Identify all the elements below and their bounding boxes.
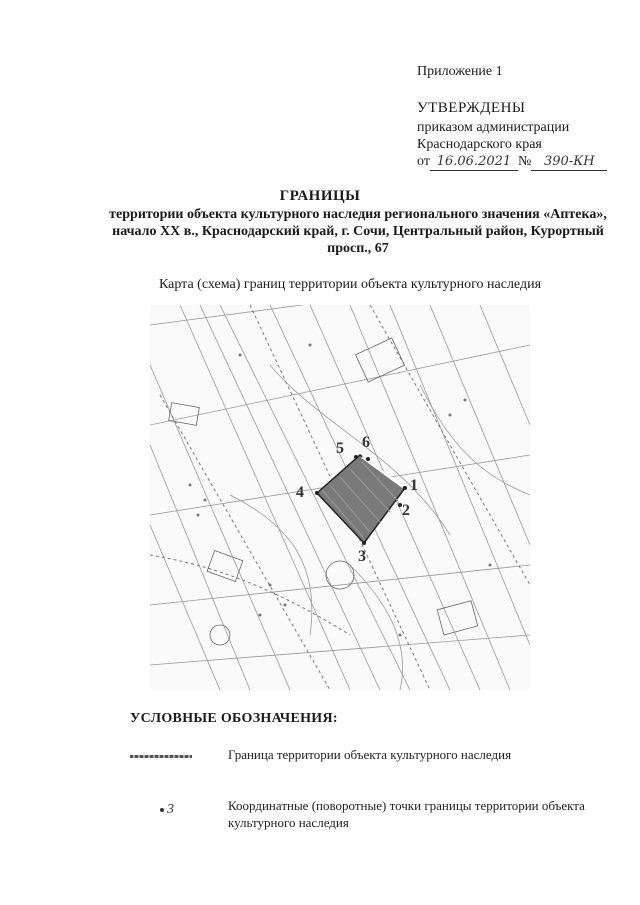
legend-point-sample	[160, 802, 174, 818]
point-label-3: 3	[358, 548, 366, 565]
approved-by-line1: приказом администрации	[417, 120, 570, 135]
point-dot-icon	[160, 808, 164, 812]
point-label-1: 1	[410, 477, 418, 494]
legend-boundary-text: Граница территории объекта культурного наследия	[228, 747, 512, 762]
appendix-label: Приложение 1	[417, 64, 503, 79]
legend-boundary-line-icon	[130, 755, 192, 758]
document-title: ГРАНИЦЫ	[279, 188, 361, 204]
order-number-sign: №	[517, 154, 532, 169]
legend-heading: УСЛОВНЫЕ ОБОЗНАЧЕНИЯ:	[130, 711, 338, 726]
document-subtitle: территории объекта культурного наследия регионального значения «Аптека», начало XX в., Краснодарский край, г. Сочи, Центральный район, Курортный просп., 67	[109, 207, 607, 256]
map-caption: Карта (схема) границ территории объекта культурного наследия	[158, 277, 542, 292]
point-label-5: 5	[336, 440, 344, 457]
approved-title: УТВЕРЖДЕНЫ	[417, 100, 526, 116]
legend-point-text: Координатные (поворотные) точки границы территории объекта культурного наследия	[228, 798, 585, 830]
boundary-map	[150, 305, 530, 690]
point-label-4: 4	[296, 484, 304, 501]
order-date: 16.06.2021	[430, 153, 518, 171]
approval-block	[417, 100, 607, 171]
point-label-6: 6	[362, 434, 370, 451]
order-prefix: от	[417, 154, 430, 169]
order-number: 390-КН	[531, 153, 607, 171]
legend-point-number: 3	[167, 802, 174, 817]
point-label-2: 2	[402, 502, 410, 519]
approved-by-line2: Краснодарского края	[417, 137, 542, 152]
order-line	[417, 153, 607, 171]
